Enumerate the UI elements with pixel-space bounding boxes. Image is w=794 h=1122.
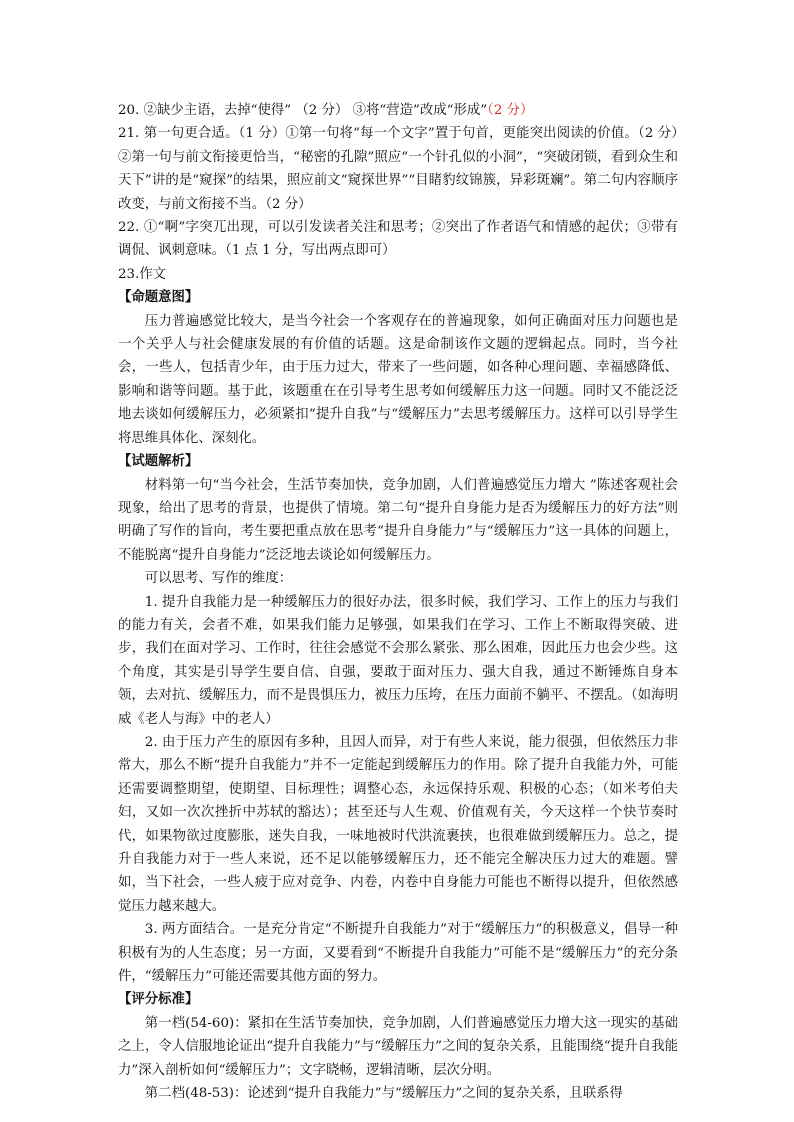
analysis-point-3: 3. 两方面结合。一是充分肯定“不断提升自我能力”对于“缓解压力”的积极意义，倡导一种积极有为的人生态度；另一方面，又要看到“不断提升自我能力”可能不是“缓解压力”的充分条件，“缓解压力”可能还需要其他方面的努力。 (118, 922, 678, 985)
analysis-para-1: 材料第一句“当今社会，生活节奏加快，竞争加剧，人们普遍感觉压力增大 ”陈述客观社会现象，给出了思考的背景，也提供了情境。第二句“提升自身能力是否为缓解压力的好方法”则明确了写作的旨向，考生要把重点放在思考“提升自身能力”与“缓解压力”这一具体的问题上，不能脱离“提升自身能力”泛泛地去谈论如何缓解压力。 (118, 477, 678, 563)
analysis-heading: 【试题解析】 (118, 453, 199, 470)
answer-23-title: 23.作文 (118, 266, 167, 282)
answer-20 (118, 99, 678, 122)
analysis-point-1: 1. 提升自我能力是一种缓解压力的很好办法，很多时候，我们学习、工作上的压力与我们的能力有关，会者不难，如果我们能力足够强，如果我们在学习、工作上不断取得突破、进步，我们在面对学习、工作时，往往会感觉不会那么紧张、那么困难，因此压力也会少些。这个角度，其实是引导学生要自信、自强，要敢于面对压力、强大自我，通过不断锤炼自身本领，去对抗、缓解压力，而不是畏惧压力，被压力压垮，在压力面前不躺平、不摆乱。（如海明威《老人与海》中的老人） (118, 594, 678, 727)
criteria-heading: 【评分标准】 (118, 991, 199, 1008)
intent-heading: 【命题意图】 (118, 289, 199, 306)
criteria-tier-1: 第一档(54-60)：紧扣在生活节奏加快，竞争加剧，人们普遍感觉压力增大这一现实的基础之上，令人信服地论证出“提升自我能力”与“缓解压力”之间的复杂关系，且能围绕“提升自我能力”深入剖析如何“缓解压力”；文字晓畅，逻辑清晰，层次分明。 (118, 1015, 678, 1078)
criteria-tier-2: 第二档(48-53)：论述到“提升自我能力”与“缓解压力”之间的复杂关系，且联系得 (144, 1086, 623, 1102)
analysis-point-2: 2. 由于压力产生的原因有多种，且因人而异，对于有些人来说，能力很强，但依然压力非常大，那么不断“提升自我能力”并不一定能起到缓解压力的作用。除了提升自我能力外，可能还需要调整期望，使期望、目标理性；调整心态，永远保持乐观、积极的心态；（如米考伯夫妇，又如一次次挫折中苏轼的豁达）；甚至还与人生观、价值观有关，今天这样一个快节奏时代，如果物欲过度膨胀，迷失自我，一味地被时代洪流裹挟，也很难做到缓解压力。总之，提升自我能力对于一些人来说，还不足以能够缓解压力，还不能完全解决压力过大的难题。譬如，当下社会，一些人疲于应对竞争、内卷，内卷中自身能力可能也不断得以提升，但依然感觉压力越来越大。 (118, 734, 678, 914)
document-page (118, 99, 678, 1105)
intent-text: 压力普遍感觉比较大，是当今社会一个客观存在的普遍现象，如何正确面对压力问题也是一个关乎人与社会健康发展的有价值的话题。这是命制该作文题的逻辑起点。同时，当今社会，一些人，包括青少年，由于压力过大，带来了一些问题，如各种心理问题、幸福感降低、影响和谐等问题。基于此，该题重在在引导考生思考如何缓解压力这一问题。同时又不能泛泛地去谈如何缓解压力，必须紧扣“提升自我”与“缓解压力”去思考缓解压力。这样可以引导学生将思维具体化、深刻化。 (118, 313, 678, 446)
answer-20-score: （2 分） (487, 103, 534, 118)
answer-20-text: 20. ②缺少主语，去掉“使得” （2 分） ③将“营造”改成“形成” (118, 103, 488, 118)
answer-22: 22. ①“啊”字突兀出现，可以引发读者关注和思考；②突出了作者语气和情感的起伏；③带有调侃、讽刺意味。（1 点 1 分，写出两点即可） (118, 220, 678, 259)
answer-21: 21. 第一句更合适。（1 分）①第一句将“每一个文字”置于句首，更能突出阅读的价值。（2 分）②第一句与前文衔接更恰当，“秘密的孔隙”照应“一个针孔似的小洞”，“突破闭锁，看到众生和天下”讲的是“窥探”的结果，照应前文“窥探世界”“目睹豹纹锦簇，异彩斑斓”。第二句内容顺序改变，与前文衔接不当。（2 分） (118, 126, 678, 212)
analysis-para-2: 可以思考、写作的维度： (144, 571, 293, 587)
